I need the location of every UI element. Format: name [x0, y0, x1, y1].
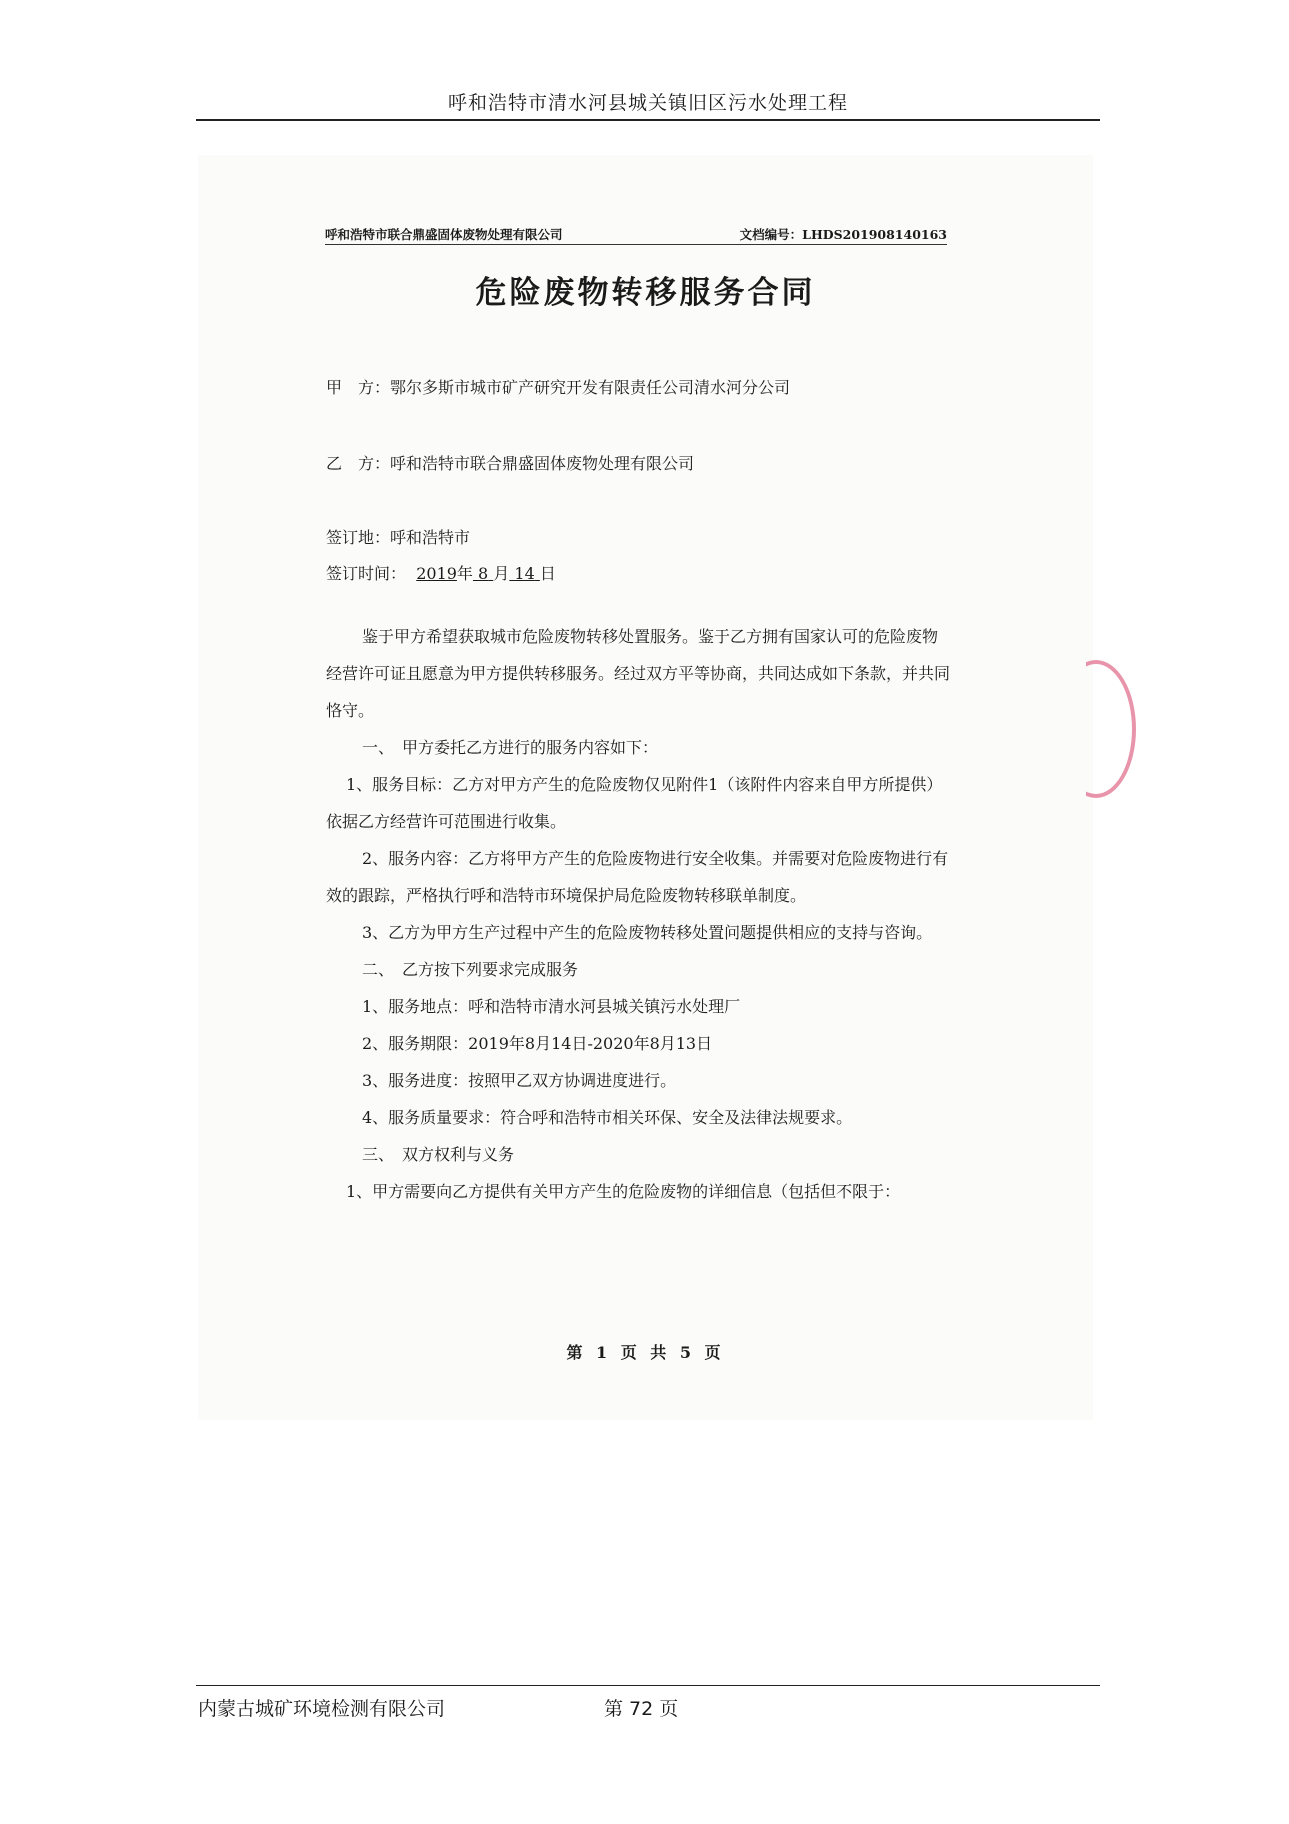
intro-paragraph: 鉴于甲方希望获取城市危险废物转移处置服务。鉴于乙方拥有国家认可的危险废物经营许可证且愿意为甲方提供转移服务。经过双方平等协商，共同达成如下条款，并共同恪守。: [326, 627, 951, 720]
section3-title: 三、 双方权利与义务: [362, 1145, 515, 1164]
contract-body: [326, 618, 951, 1210]
page-header: 呼和浩特市清水河县城关镇旧区污水处理工程: [447, 92, 848, 114]
section1-title: 一、 甲方委托乙方进行的服务内容如下：: [362, 738, 659, 757]
sign-day: 14: [514, 564, 535, 583]
section2-item1: 1、服务地点：呼和浩特市清水河县城关镇污水处理厂: [362, 997, 741, 1016]
footer-divider: [196, 1685, 1100, 1686]
section1-item2: 2、服务内容：乙方将甲方产生的危险废物进行安全收集。并需要对危险废物进行有效的跟踪，严格执行呼和浩特市环境保护局危险废物转移联单制度。: [326, 849, 949, 905]
doc-number: 文档编号：LHDS201908140163: [739, 227, 947, 242]
party-a: 甲 方：鄂尔多斯市城市矿产研究开发有限责任公司清水河分公司: [326, 378, 791, 397]
sign-month: 8: [478, 564, 489, 583]
footer-company: 内蒙古城矿环境检测有限公司: [198, 1698, 446, 1720]
contract-title: 危险废物转移服务合同: [475, 275, 816, 311]
footer-page-number: 第 72 页: [604, 1698, 679, 1720]
contract-letterhead: [325, 225, 947, 245]
section2-title: 二、 乙方按下列要求完成服务: [362, 960, 579, 979]
sign-place: 签订地：呼和浩特市: [326, 528, 471, 547]
section3-item1: 1、甲方需要向乙方提供有关甲方产生的危险废物的详细信息（包括但不限于：: [346, 1182, 901, 1201]
section1-item3: 3、乙方为甲方生产过程中产生的危险废物转移处置问题提供相应的支持与咨询。: [362, 923, 933, 942]
scanned-contract: [198, 155, 1093, 1420]
party-b: 乙 方：呼和浩特市联合鼎盛固体废物处理有限公司: [326, 454, 695, 473]
section2-item3: 3、服务进度：按照甲乙双方协调进度进行。: [362, 1071, 677, 1090]
section2-item2: 2、服务期限：2019年8月14日-2020年8月13日: [362, 1034, 713, 1053]
section2-item4: 4、服务质量要求：符合呼和浩特市相关环保、安全及法律法规要求。: [362, 1108, 853, 1127]
sign-time: 签订时间： 2019年 8 月 14 日: [326, 564, 556, 583]
sign-time-label: 签订时间：: [326, 564, 407, 583]
header-divider: [196, 119, 1100, 121]
section1-item1: 1、服务目标：乙方对甲方产生的危险废物仅见附件1（该附件内容来自甲方所提供）依据乙方经营许可范围进行收集。: [326, 775, 943, 831]
sign-year: 2019: [416, 564, 457, 583]
company-name: 呼和浩特市联合鼎盛固体废物处理有限公司: [325, 227, 563, 242]
contract-page-number: 第 1 页 共 5 页: [566, 1343, 725, 1362]
